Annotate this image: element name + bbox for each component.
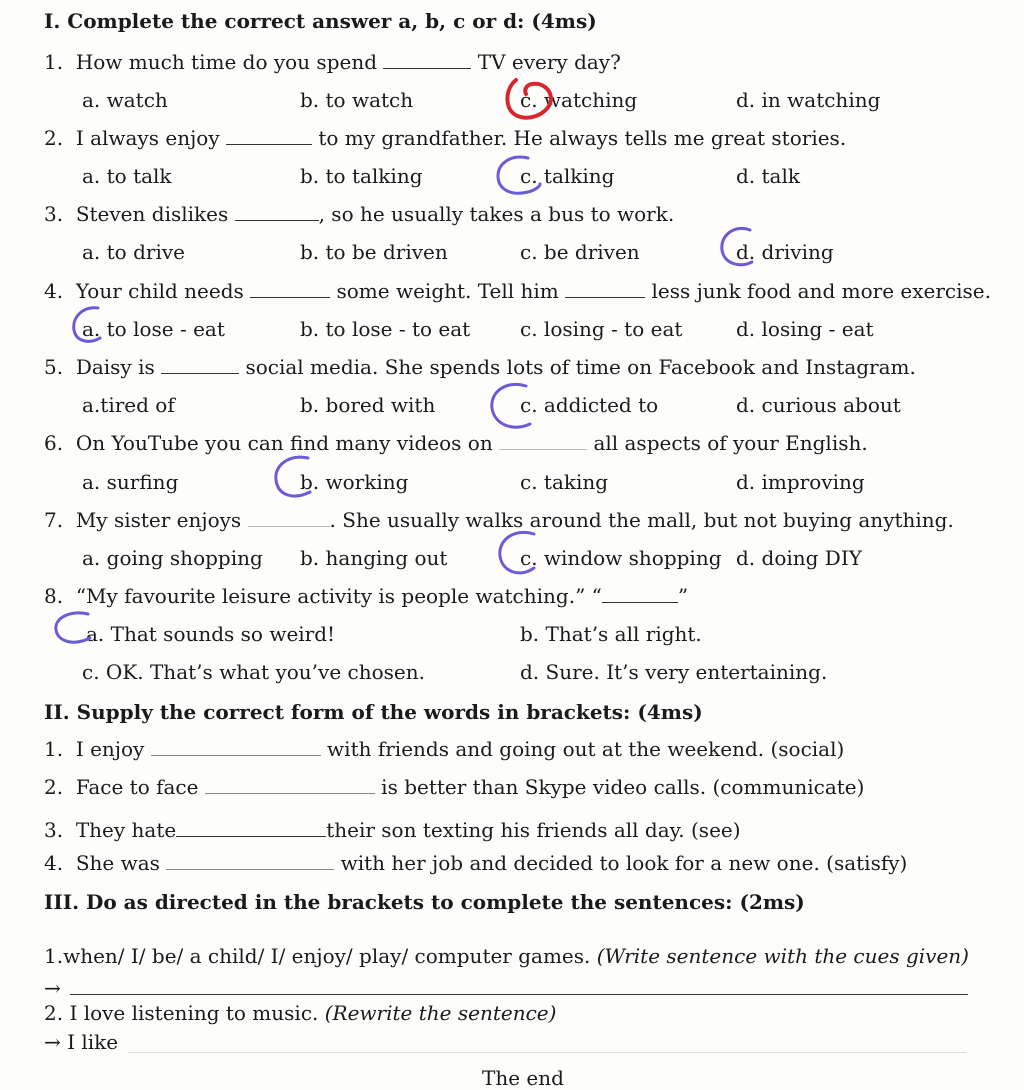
option-b[interactable]: b. to watch <box>300 88 414 112</box>
option-a[interactable]: a. to talk <box>82 164 172 188</box>
option-d[interactable]: d. losing - eat <box>736 317 874 341</box>
option-c[interactable]: c. addicted to <box>520 393 659 417</box>
answer-blank[interactable] <box>205 775 375 794</box>
question-text: all aspects of your English. <box>593 431 868 455</box>
answer-prompt <box>44 1030 118 1054</box>
question-text: , so he usually takes a bus to work. <box>318 202 675 226</box>
option-a[interactable]: a. to lose - eat <box>82 317 225 341</box>
question-number: 1. <box>44 50 64 74</box>
rewrite-item-1 <box>44 944 969 968</box>
question-number: 4. <box>44 279 64 303</box>
option-c[interactable]: c. watching <box>520 88 638 112</box>
item-text: their son texting his friends all day. (see) <box>326 818 741 842</box>
answer-blank[interactable] <box>602 584 678 603</box>
question-text: I always enjoy <box>75 126 220 150</box>
item-instruction: (Write sentence with the cues given) <box>596 944 969 968</box>
answer-start: I like <box>67 1030 119 1054</box>
answer-blank[interactable] <box>235 202 319 221</box>
option-a[interactable]: a. to drive <box>82 240 185 264</box>
question-text: social media. She spends lots of time on Facebook and Instagram. <box>245 355 916 379</box>
question-text: to my grandfather. He always tells me great stories. <box>318 126 847 150</box>
fill-item-1 <box>44 737 844 761</box>
question-text: ” <box>677 584 689 608</box>
question-4 <box>44 279 991 303</box>
question-6 <box>44 431 868 455</box>
item-text: with friends and going out at the weekend. (social) <box>327 737 845 761</box>
question-number: 8. <box>44 584 64 608</box>
option-b[interactable]: b. to lose - to eat <box>300 317 471 341</box>
option-d[interactable]: d. in watching <box>736 88 881 112</box>
option-b[interactable]: b. to talking <box>300 164 423 188</box>
answer-blank[interactable] <box>383 50 471 69</box>
item-text: with her job and decided to look for a new one. (satisfy) <box>340 851 908 875</box>
option-d[interactable]: d. curious about <box>736 393 901 417</box>
question-text: TV every day? <box>477 50 621 74</box>
answer-blank[interactable] <box>161 355 239 374</box>
option-a[interactable]: a.tired of <box>82 393 175 417</box>
section-1-heading: I. Complete the correct answer a, b, c or d: (4ms) <box>44 9 597 33</box>
question-8 <box>44 584 688 608</box>
fill-item-3 <box>44 818 741 842</box>
question-text: My sister enjoys <box>75 508 242 532</box>
option-b[interactable]: b. to be driven <box>300 240 448 264</box>
item-text: I enjoy <box>75 737 145 761</box>
answer-circle <box>48 608 102 652</box>
question-text: some weight. Tell him <box>336 279 559 303</box>
item-text: 2. I love listening to music. <box>44 1001 319 1025</box>
option-d[interactable]: d. talk <box>736 164 800 188</box>
option-a[interactable]: a. That sounds so weird! <box>86 622 336 646</box>
option-a[interactable]: a. going shopping <box>82 546 263 570</box>
question-number: 6. <box>44 431 64 455</box>
question-text: Daisy is <box>75 355 155 379</box>
option-b[interactable]: b. working <box>300 470 409 494</box>
option-a[interactable]: a. watch <box>82 88 168 112</box>
question-2 <box>44 126 846 150</box>
answer-circle <box>494 528 544 582</box>
fill-item-4 <box>44 851 907 875</box>
section-3-heading: III. Do as directed in the brackets to complete the sentences: (2ms) <box>44 890 805 914</box>
option-d[interactable]: d. doing DIY <box>736 546 862 570</box>
item-number: 4. <box>44 851 64 875</box>
arrow-icon: → <box>44 976 61 1000</box>
option-c[interactable]: c. talking <box>520 164 615 188</box>
question-text: . She usually walks around the mall, but not buying anything. <box>329 508 954 532</box>
answer-line[interactable] <box>128 1052 966 1053</box>
item-text: They hate <box>75 818 177 842</box>
answer-blank[interactable] <box>565 279 645 298</box>
answer-line[interactable] <box>70 994 968 995</box>
option-c[interactable]: c. window shopping <box>520 546 722 570</box>
option-a[interactable]: a. surfing <box>82 470 179 494</box>
option-c[interactable]: c. OK. That’s what you’ve chosen. <box>82 660 425 684</box>
question-text: On YouTube you can find many videos on <box>75 431 493 455</box>
item-text: Face to face <box>75 775 199 799</box>
item-text: She was <box>75 851 160 875</box>
item-instruction: (Rewrite the sentence) <box>324 1001 557 1025</box>
item-text: 1.when/ I/ be/ a child/ I/ enjoy/ play/ computer games. <box>44 944 591 968</box>
arrow-icon: → <box>44 1030 61 1054</box>
option-b[interactable]: b. That’s all right. <box>520 622 702 646</box>
option-c[interactable]: c. losing - to eat <box>520 317 683 341</box>
answer-blank[interactable] <box>226 126 312 145</box>
answer-blank[interactable] <box>151 737 321 756</box>
option-c[interactable]: c. be driven <box>520 240 640 264</box>
answer-circle <box>68 302 108 348</box>
question-text: How much time do you spend <box>75 50 378 74</box>
answer-circle <box>714 222 764 272</box>
fill-item-2 <box>44 775 864 799</box>
answer-blank[interactable] <box>176 818 326 837</box>
red-answer-circle <box>496 68 560 126</box>
question-number: 5. <box>44 355 64 379</box>
answer-blank[interactable] <box>248 508 330 527</box>
item-text: is better than Skype video calls. (communicate) <box>381 775 865 799</box>
rewrite-item-2 <box>44 1001 556 1025</box>
question-text: less junk food and more exercise. <box>651 279 991 303</box>
item-number: 3. <box>44 818 64 842</box>
footer-text: The end <box>482 1066 564 1090</box>
option-b[interactable]: b. hanging out <box>300 546 448 570</box>
option-d[interactable]: d. Sure. It’s very entertaining. <box>520 660 828 684</box>
section-2-heading: II. Supply the correct form of the words in brackets: (4ms) <box>44 700 703 724</box>
option-c[interactable]: c. taking <box>520 470 609 494</box>
question-5 <box>44 355 916 379</box>
question-3 <box>44 202 674 226</box>
question-number: 3. <box>44 202 64 226</box>
option-d[interactable]: d. driving <box>736 240 834 264</box>
question-number: 2. <box>44 126 64 150</box>
item-number: 2. <box>44 775 64 799</box>
question-number: 7. <box>44 508 64 532</box>
answer-circle <box>270 450 326 506</box>
question-text: “My favourite leisure activity is people watching.” “ <box>75 584 602 608</box>
answer-circle <box>486 378 546 438</box>
answer-blank[interactable] <box>166 851 334 870</box>
answer-circle <box>492 150 550 200</box>
question-text: Your child needs <box>75 279 244 303</box>
option-b[interactable]: b. bored with <box>300 393 436 417</box>
answer-blank[interactable] <box>250 279 330 298</box>
item-number: 1. <box>44 737 64 761</box>
option-d[interactable]: d. improving <box>736 470 865 494</box>
question-text: Steven dislikes <box>75 202 229 226</box>
